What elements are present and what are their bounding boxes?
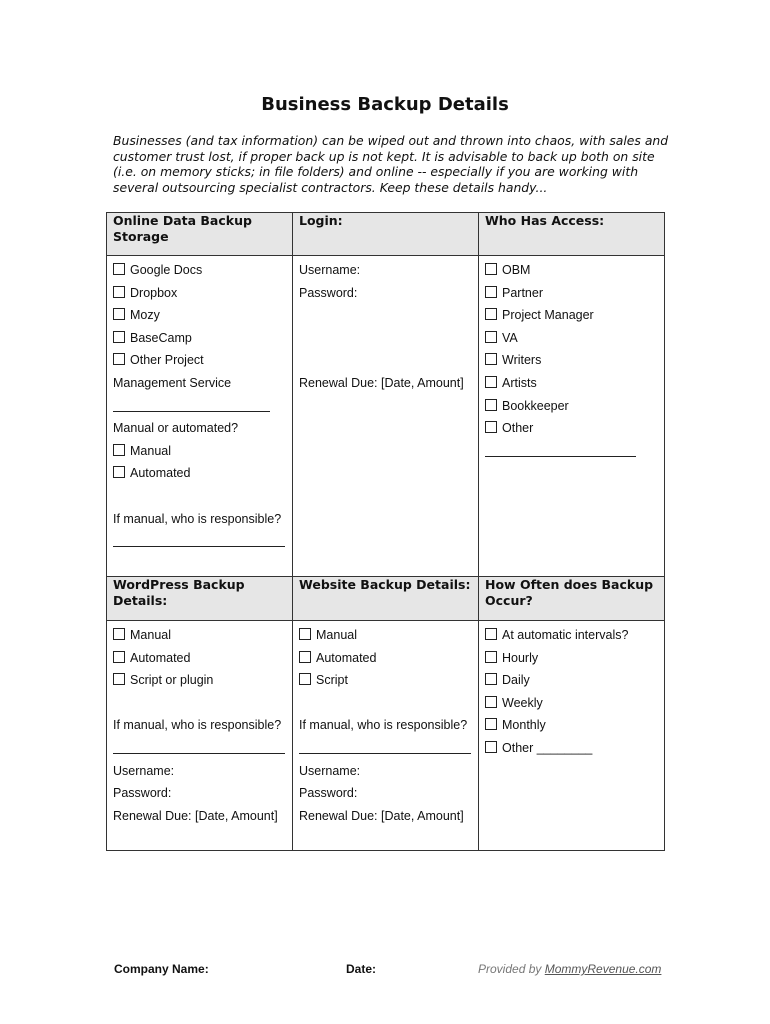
checkbox[interactable] xyxy=(113,331,125,343)
manual-option[interactable]: Manual xyxy=(113,440,286,463)
checkbox[interactable] xyxy=(299,673,311,685)
blank-line[interactable] xyxy=(299,737,472,760)
access-option[interactable]: Artists xyxy=(485,372,658,395)
checkbox[interactable] xyxy=(485,263,497,275)
login-header: Login: xyxy=(293,213,479,256)
checkbox[interactable] xyxy=(485,696,497,708)
site-option[interactable]: Automated xyxy=(299,647,472,670)
storage-option[interactable]: Google Docs xyxy=(113,259,286,282)
mommyrevenue-link[interactable]: MommyRevenue.com xyxy=(544,962,662,976)
wp-option[interactable]: Manual xyxy=(113,624,286,647)
access-option[interactable]: VA xyxy=(485,327,658,350)
who-has-access-cell xyxy=(479,256,665,577)
management-service-label: Management Service xyxy=(113,375,232,390)
checkbox[interactable] xyxy=(485,399,497,411)
manual-or-automated-label: Manual or automated? xyxy=(113,421,239,436)
frequency-option[interactable]: Weekly xyxy=(485,692,658,715)
blank-line[interactable] xyxy=(113,737,286,760)
frequency-option[interactable]: At automatic intervals? xyxy=(485,624,658,647)
storage-option[interactable]: Dropbox xyxy=(113,282,286,305)
who-has-access-header: Who Has Access: xyxy=(479,213,665,256)
checkbox[interactable] xyxy=(485,741,497,753)
if-manual-label: If manual, who is responsible? xyxy=(113,511,282,526)
if-manual-label: If manual, who is responsible? xyxy=(299,718,468,733)
company-name-label: Company Name: xyxy=(114,962,209,976)
checkbox[interactable] xyxy=(113,673,125,685)
checkbox[interactable] xyxy=(485,286,497,298)
backup-frequency-header: How Often does Backup Occur? xyxy=(479,577,665,621)
site-option[interactable]: Manual xyxy=(299,624,472,647)
password-label: Password: xyxy=(299,285,358,300)
site-option[interactable]: Script xyxy=(299,669,472,692)
checkbox[interactable] xyxy=(485,331,497,343)
checkbox[interactable] xyxy=(485,308,497,320)
storage-option[interactable]: Mozy xyxy=(113,304,286,327)
wp-option[interactable]: Automated xyxy=(113,647,286,670)
checkbox[interactable] xyxy=(113,286,125,298)
access-option[interactable]: Project Manager xyxy=(485,304,658,327)
frequency-option[interactable]: Other ________ xyxy=(485,737,658,760)
renewal-label: Renewal Due: [Date, Amount] xyxy=(299,808,464,823)
access-option[interactable]: Writers xyxy=(485,349,658,372)
section2-header-row xyxy=(107,577,665,621)
section2-body-row xyxy=(107,621,665,851)
checkbox[interactable] xyxy=(485,421,497,433)
intro-paragraph: Businesses (and tax information) can be wiped out and thrown into chaos, with sales and customer trust lost, if proper back up is not kept. It is advisable to back up both on site (i.e. on memory sticks; in file folders) and online -- especially if you are working with several outsourcing specialist contractors. Keep these details handy... xyxy=(113,133,669,195)
checkbox[interactable] xyxy=(113,353,125,365)
website-backup-cell xyxy=(293,621,479,851)
checkbox[interactable] xyxy=(113,466,125,478)
blank-line[interactable] xyxy=(113,395,286,418)
section1-body-row xyxy=(107,256,665,577)
checkbox[interactable] xyxy=(113,628,125,640)
checkbox[interactable] xyxy=(113,308,125,320)
backup-frequency-cell xyxy=(479,621,665,851)
username-label: Username: xyxy=(299,763,361,778)
checkbox[interactable] xyxy=(299,651,311,663)
automated-option[interactable]: Automated xyxy=(113,462,286,485)
username-label: Username: xyxy=(113,763,175,778)
checkbox[interactable] xyxy=(485,718,497,730)
storage-option[interactable]: Other Project xyxy=(113,349,286,372)
wp-option[interactable]: Script or plugin xyxy=(113,669,286,692)
date-label: Date: xyxy=(346,962,377,976)
storage-option[interactable]: BaseCamp xyxy=(113,327,286,350)
checkbox[interactable] xyxy=(485,376,497,388)
page-title: Business Backup Details xyxy=(261,94,509,115)
checkbox[interactable] xyxy=(485,353,497,365)
access-option[interactable]: Other xyxy=(485,417,658,440)
if-manual-label: If manual, who is responsible? xyxy=(113,718,282,733)
online-storage-cell xyxy=(107,256,293,577)
backup-details-table xyxy=(106,212,665,851)
blank-line[interactable] xyxy=(485,440,658,463)
wordpress-backup-header: WordPress Backup Details: xyxy=(107,577,293,621)
blank-line[interactable] xyxy=(113,530,286,553)
checkbox[interactable] xyxy=(113,651,125,663)
wordpress-backup-cell xyxy=(107,621,293,851)
online-storage-header: Online Data Backup Storage xyxy=(107,213,293,256)
website-backup-header: Website Backup Details: xyxy=(293,577,479,621)
provided-by: Provided by MommyRevenue.com xyxy=(478,962,662,976)
renewal-label: Renewal Due: [Date, Amount] xyxy=(113,808,278,823)
frequency-option[interactable]: Monthly xyxy=(485,714,658,737)
access-option[interactable]: OBM xyxy=(485,259,658,282)
checkbox[interactable] xyxy=(113,444,125,456)
username-label: Username: xyxy=(299,263,361,277)
checkbox[interactable] xyxy=(299,628,311,640)
frequency-option[interactable]: Hourly xyxy=(485,647,658,670)
checkbox[interactable] xyxy=(485,628,497,640)
checkbox[interactable] xyxy=(113,263,125,275)
access-option[interactable]: Partner xyxy=(485,282,658,305)
checkbox[interactable] xyxy=(485,651,497,663)
login-cell xyxy=(293,256,479,577)
access-option[interactable]: Bookkeeper xyxy=(485,395,658,418)
section1-header-row xyxy=(107,213,665,256)
password-label: Password: xyxy=(113,786,172,801)
frequency-option[interactable]: Daily xyxy=(485,669,658,692)
checkbox[interactable] xyxy=(485,673,497,685)
password-label: Password: xyxy=(299,786,358,801)
renewal-label: Renewal Due: [Date, Amount] xyxy=(299,375,464,390)
